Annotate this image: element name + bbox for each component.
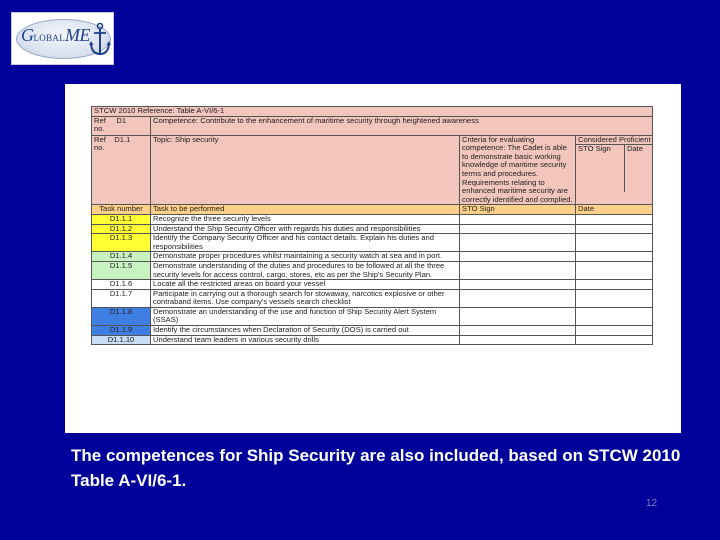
date-cell (576, 252, 653, 262)
topic-text: Topic: Ship security (151, 135, 460, 205)
criteria-text: Criteria for evaluating competence: The Cadet is able to demonstrate basic working knowledge of maritime security terms and procedures. Requirements relating to enhanced maritime security are correctly identified and complied. (460, 135, 576, 205)
table-row (92, 234, 653, 252)
task-text: Recognize the three security levels (151, 214, 460, 224)
competence-text: Competence: Contribute to the enhancement of maritime security through heightened awareness (151, 116, 653, 135)
task-header-row (92, 205, 653, 215)
topic-row (92, 135, 653, 205)
task-number-header: Task number (92, 205, 151, 215)
table-row (92, 326, 653, 336)
considered-proficient-cell (576, 135, 653, 205)
ref-no-cell: Ref D1 no. (92, 116, 151, 135)
table-row (92, 214, 653, 224)
ref-no-topic-cell: Ref D1.1 no. (92, 135, 151, 205)
task-text: Demonstrate proper procedures whilst maintaining a security watch at sea and in port. (151, 252, 460, 262)
task-text: Identify the Company Security Officer and his contact details. Explain his duties and responsibilities (151, 234, 460, 252)
task-text: Participate in carrying out a thorough search for stowaway, narcotics explosive or other contraband items. Use company's vessels search checklist (151, 289, 460, 307)
task-text: Understand team leaders in various security drills (151, 335, 460, 345)
date-cell (576, 326, 653, 336)
task-number: D1.1.3 (92, 234, 151, 252)
task-number: D1.1.8 (92, 307, 151, 325)
task-number: D1.1.10 (92, 335, 151, 345)
sto-sign-cell (460, 335, 576, 345)
sto-sign-cell (460, 280, 576, 290)
global-me-logo (11, 12, 114, 65)
date-cell (576, 307, 653, 325)
date-cell (576, 261, 653, 279)
sto-sign-cell (460, 307, 576, 325)
task-number: D1.1.2 (92, 224, 151, 234)
task-text: Locate all the restricted areas on board your vessel (151, 280, 460, 290)
sto-sign-top-label: STO Sign (576, 145, 625, 192)
date-cell (576, 335, 653, 345)
task-header: Task to be performed (151, 205, 460, 215)
date-header: Date (576, 205, 653, 215)
slide-caption: The competences for Ship Security are also included, based on STCW 2010 Table A-VI/6-1. (71, 446, 681, 490)
table-row (92, 280, 653, 290)
task-text: Demonstrate understanding of the duties and procedures to be followed at all the three security levels for access control, cargo, stores, etc as per the Ship's Security Plan. (151, 261, 460, 279)
task-number: D1.1.4 (92, 252, 151, 262)
sto-sign-cell (460, 234, 576, 252)
table-row (92, 261, 653, 279)
table-row (92, 224, 653, 234)
task-number: D1.1.5 (92, 261, 151, 279)
table-row (92, 289, 653, 307)
page-number: 12 (646, 498, 658, 509)
date-top-label: Date (627, 144, 644, 154)
table-row (92, 252, 653, 262)
sto-sign-cell (460, 289, 576, 307)
table-row (92, 335, 653, 345)
table-image-panel (65, 84, 681, 433)
sto-sign-cell (460, 252, 576, 262)
sto-sign-cell (460, 326, 576, 336)
task-number: D1.1.1 (92, 214, 151, 224)
task-text: Demonstrate an understanding of the use and function of Ship Security Alert System (SSAS) (151, 307, 460, 325)
task-number: D1.1.7 (92, 289, 151, 307)
sto-sign-cell (460, 214, 576, 224)
date-cell (576, 280, 653, 290)
sto-sign-cell (460, 261, 576, 279)
competence-row (92, 116, 653, 135)
date-cell (576, 214, 653, 224)
date-cell (576, 289, 653, 307)
date-cell (576, 234, 653, 252)
date-cell (576, 224, 653, 234)
task-text: Understand the Ship Security Officer with regards his duties and responsibilities (151, 224, 460, 234)
logo-text: GLOBALME (21, 25, 90, 45)
reference-text: STCW 2010 Reference: Table A-VI/6-1 (92, 107, 653, 117)
stcw-competence-table (91, 106, 653, 345)
task-text: Identify the circumstances when Declaration of Security (DOS) is carried out (151, 326, 460, 336)
table-row (92, 307, 653, 325)
sto-sign-header: STO Sign (460, 205, 576, 215)
considered-proficient-label: Considered Proficient (578, 135, 651, 144)
task-number: D1.1.6 (92, 280, 151, 290)
task-number: D1.1.9 (92, 326, 151, 336)
reference-row (92, 107, 653, 117)
sto-sign-cell (460, 224, 576, 234)
anchor-icon (89, 22, 111, 58)
